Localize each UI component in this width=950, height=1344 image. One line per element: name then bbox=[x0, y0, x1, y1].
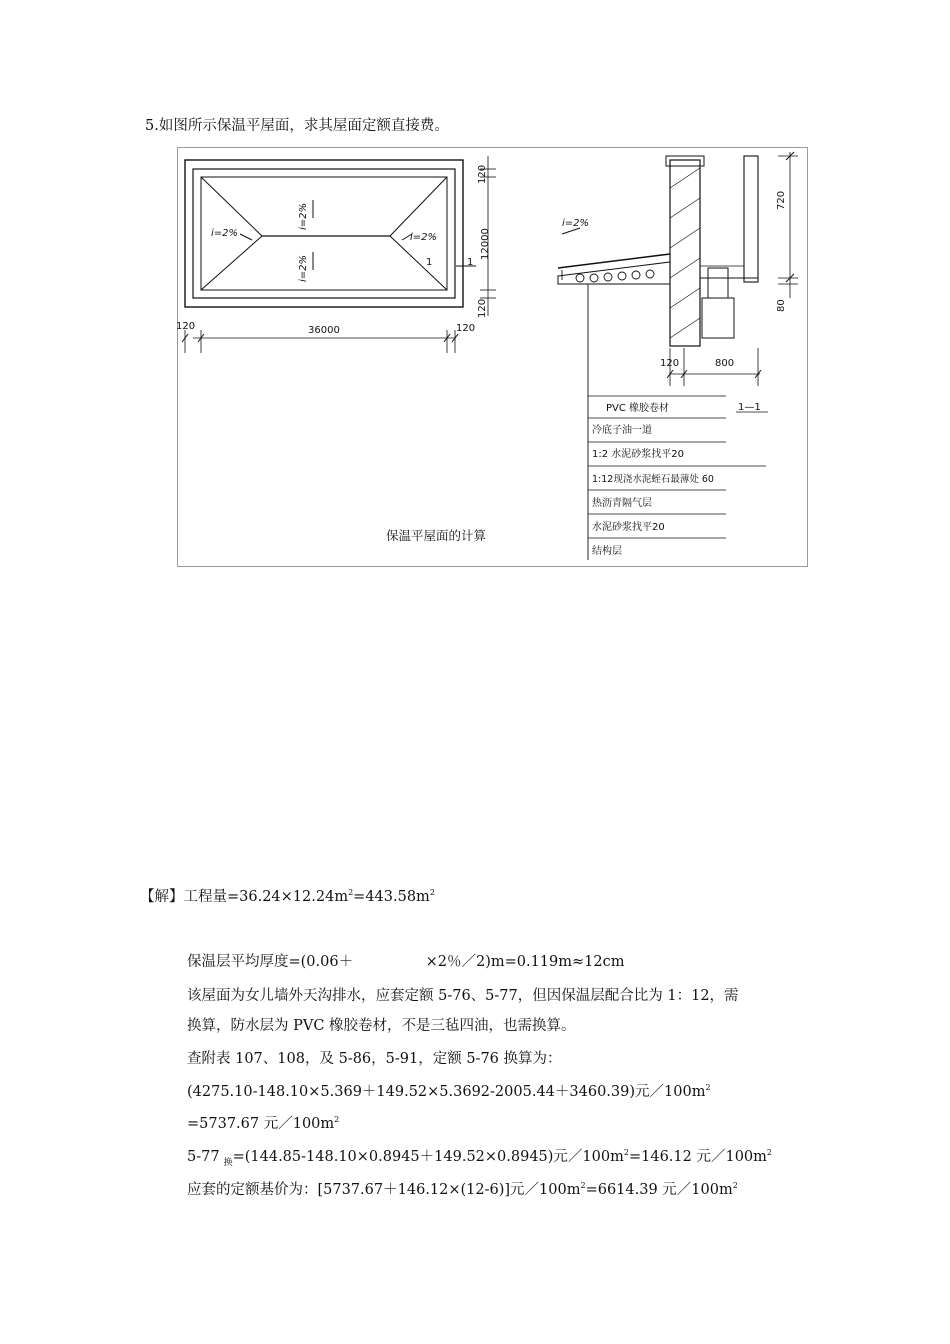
section-title: 1—1 bbox=[738, 402, 761, 413]
solution-quantity-eq-sup: 2 bbox=[429, 888, 435, 898]
formula-base-price-sup1: 2 bbox=[580, 1181, 586, 1191]
layer-2: 冷底子油一道 bbox=[592, 425, 652, 436]
plan-dim-left: 120 bbox=[176, 321, 196, 332]
formula-base-price-result: =6614.39 元／100m bbox=[585, 1182, 733, 1198]
plan-section-mark-outer: 1 bbox=[467, 257, 474, 268]
formula-5-77 bbox=[187, 1147, 772, 1167]
roof-drawing bbox=[178, 148, 807, 566]
layer-4: 1:12现浇水泥蛭石最薄处 60 bbox=[592, 474, 714, 485]
formula-base-price bbox=[187, 1180, 738, 1200]
layer-3: 1:2 水泥砂浆找平20 bbox=[592, 449, 684, 460]
plan-dim-right: 120 bbox=[456, 323, 476, 334]
formula-5-77-text: =(144.85-148.10×0.8945＋149.52×0.8945)元／100m bbox=[232, 1149, 624, 1165]
formula-base-price-text: 应套的定额基价为：[5737.67＋146.12×(12-6)]元／100m bbox=[187, 1182, 581, 1198]
plan-dim-top-v: 120 bbox=[477, 164, 488, 184]
formula-5-77-sub: 换 bbox=[223, 1157, 233, 1168]
thickness-line: 保温层平均厚度=(0.06＋ ×2％／2)m=0.119m≈12cm bbox=[187, 954, 625, 970]
section-dim-gutter: 800 bbox=[715, 358, 735, 369]
formula-5-76-result-text: =5737.67 元／100m bbox=[187, 1116, 335, 1132]
question-text: 5.如图所示保温平屋面，求其屋面定额直接费。 bbox=[145, 118, 449, 134]
plan-section-mark: 1 bbox=[426, 257, 433, 268]
layer-6: 水泥砂浆找平20 bbox=[592, 522, 665, 533]
solution-quantity-eq: =443.58m bbox=[353, 889, 430, 905]
formula-5-77-sup2: 2 bbox=[766, 1148, 772, 1158]
solution-label: 【解】 bbox=[140, 889, 184, 905]
formula-5-77-sup1: 2 bbox=[623, 1148, 629, 1158]
lookup-line: 查附表 107、108，及 5-86，5-91，定额 5-76 换算为： bbox=[187, 1051, 562, 1067]
drainage-line: 该屋面为女儿墙外天沟排水，应套定额 5-76、5-77，但因保温层配合比为 1：12，需 bbox=[187, 988, 739, 1004]
layer-7: 结构层 bbox=[592, 546, 622, 557]
figure-frame bbox=[177, 147, 808, 567]
solution-quantity-sup: 2 bbox=[348, 888, 354, 898]
plan-slope-up: i=2% bbox=[298, 202, 309, 230]
section-dim-height: 720 bbox=[776, 190, 787, 210]
formula-5-76-result-sup: 2 bbox=[334, 1115, 340, 1125]
figure-caption: 保温平屋面的计算 bbox=[386, 528, 487, 543]
conversion-line: 换算，防水层为 PVC 橡胶卷材，不是三毡四油，也需换算。 bbox=[187, 1018, 576, 1034]
plan-labels bbox=[176, 165, 491, 336]
plan-dim-bottom: 36000 bbox=[308, 325, 340, 336]
formula-5-76-text: (4275.10-148.10×5.369＋149.52×5.3692-2005.44＋3460.39)元／100m bbox=[187, 1084, 706, 1100]
formula-base-price-sup2: 2 bbox=[732, 1181, 738, 1191]
formula-5-76-sup: 2 bbox=[705, 1083, 711, 1093]
section-slope: i=2% bbox=[562, 218, 590, 229]
plan-view bbox=[182, 156, 496, 353]
section-dim-wall: 120 bbox=[660, 358, 680, 369]
solution-head bbox=[140, 887, 435, 907]
formula-5-77-result: =146.12 元／100m bbox=[628, 1149, 767, 1165]
plan-slope-down: i=2% bbox=[298, 254, 309, 282]
formula-5-77-code: 5-77 bbox=[187, 1149, 220, 1165]
layer-5: 热沥青隔气层 bbox=[592, 498, 652, 509]
formula-5-76 bbox=[187, 1082, 711, 1102]
plan-slope-right: i=2% bbox=[410, 232, 438, 243]
solution-quantity: 工程量=36.24×12.24m bbox=[183, 889, 349, 905]
formula-5-76-result bbox=[187, 1114, 339, 1134]
layer-1: PVC 橡胶卷材 bbox=[606, 403, 670, 414]
plan-dim-bot-v: 120 bbox=[477, 298, 488, 318]
plan-slope-left: i=2% bbox=[211, 228, 239, 239]
plan-dim-mid-v: 12000 bbox=[480, 228, 491, 260]
section-dim-small: 80 bbox=[776, 299, 787, 312]
